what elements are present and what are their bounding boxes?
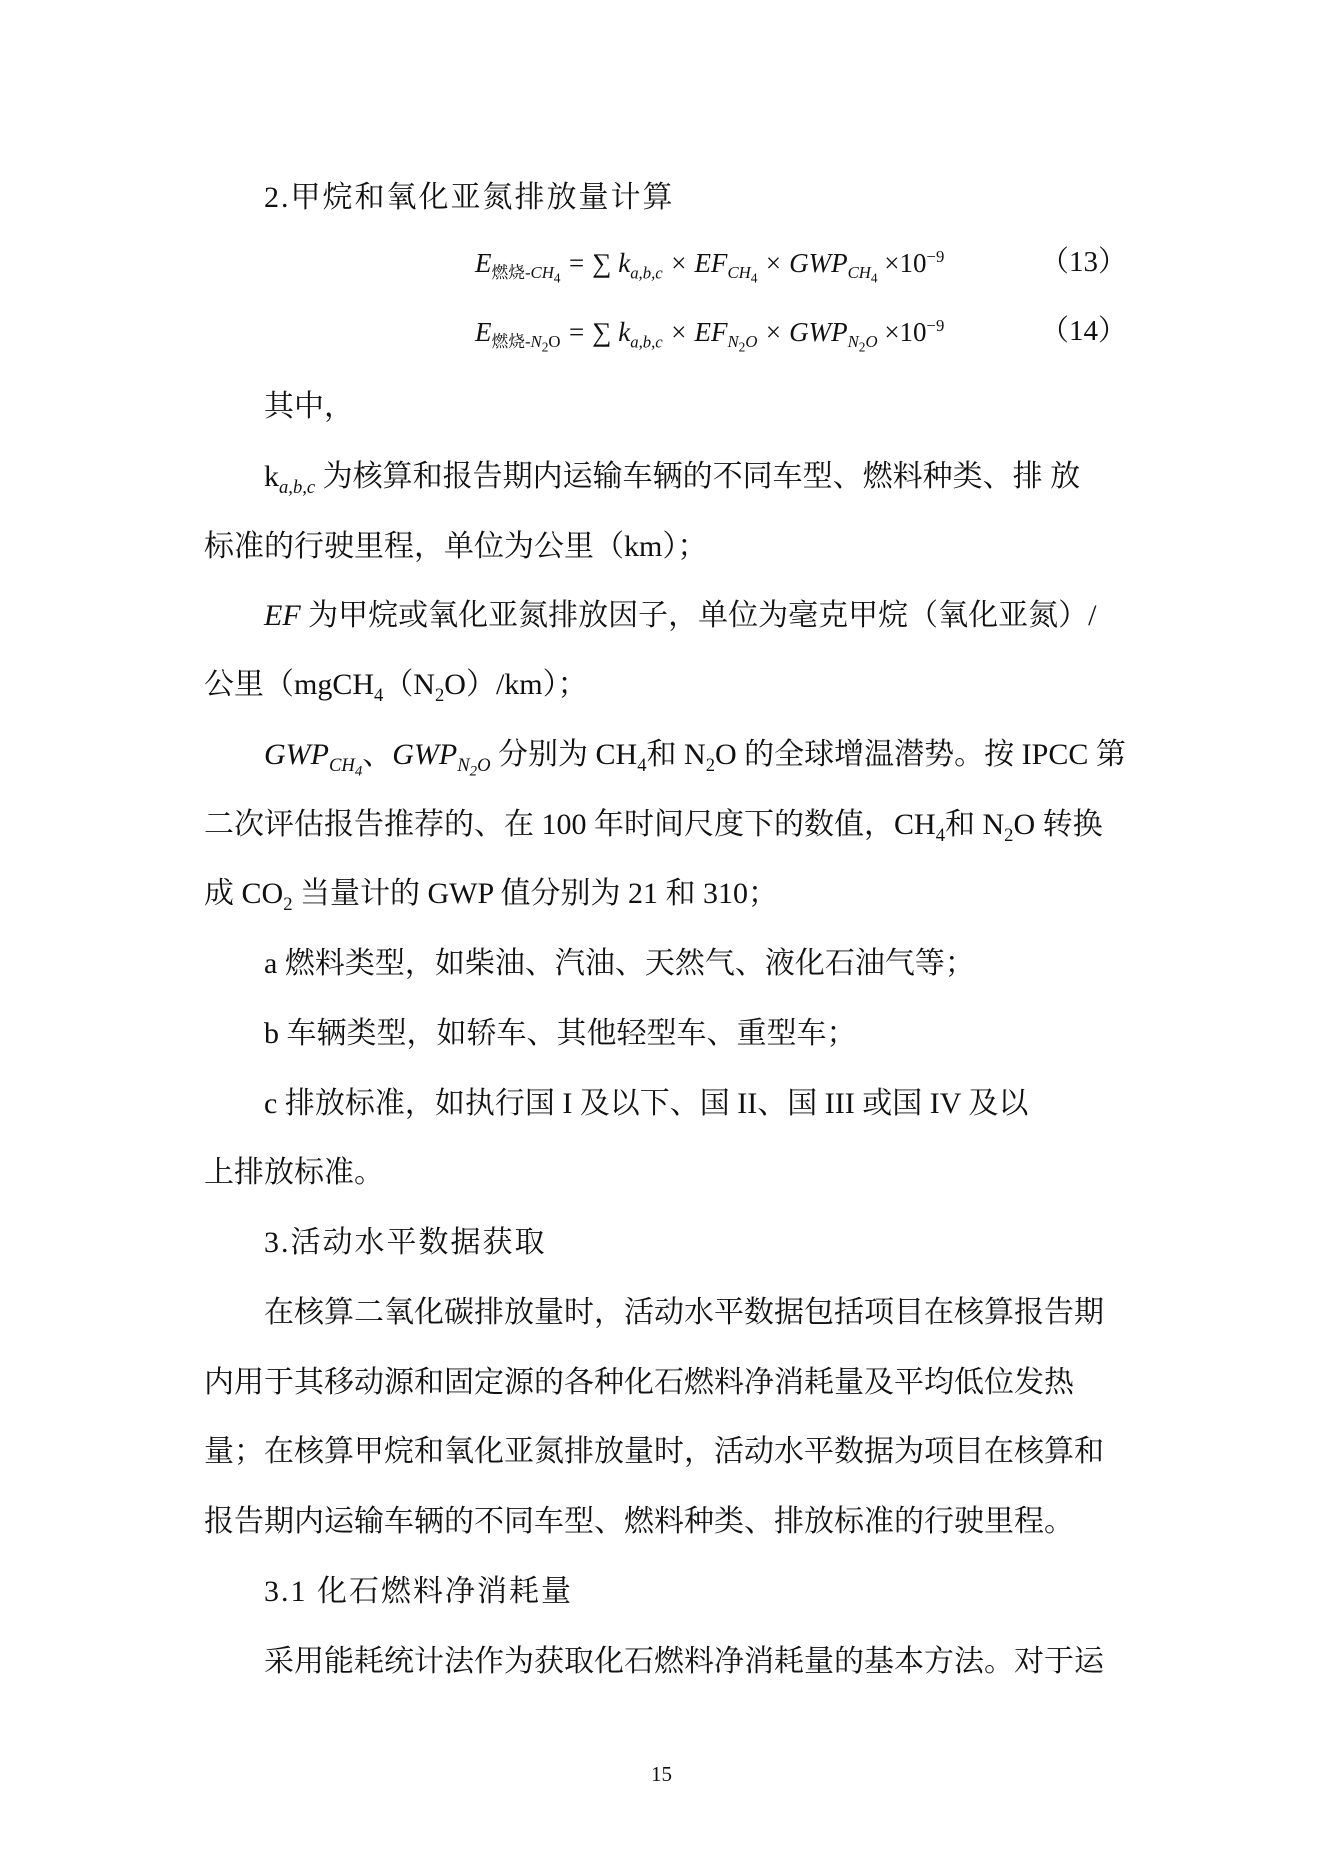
section-heading-3: 3.活动水平数据获取 [264, 1226, 547, 1259]
gwp-definition-line-1: $GWP_{CH_4}$、$GWP_{N_2O}$ 分别为 $CH_4$和 $N_2O$ 的全球增温潜势。按 IPCC 第 [264, 738, 1126, 780]
ef-definition-line-1: EF 为甲烷或氧化亚氮排放因子，单位为毫克甲烷（氧化亚氮）/ [264, 599, 1097, 632]
k-definition-line-1: $k_{a,b,c}$ 为核算和报告期内运输车辆的不同车型、燃料种类、排 放 [264, 460, 1081, 498]
paragraph-3-line-4: 报告期内运输车辆的不同车型、燃料种类、排放标准的行驶里程。 [204, 1505, 1074, 1538]
paragraph-3-line-1: 在核算二氧化碳排放量时，活动水平数据包括项目在核算报告期 [264, 1296, 1104, 1329]
section-heading-3-1: 3.1 化石燃料净消耗量 [264, 1575, 573, 1608]
paragraph-3-line-2: 内用于其移动源和固定源的各种化石燃料净消耗量及平均低位发热 [204, 1366, 1074, 1399]
ef-definition-line-2: 公里$(mgCH_4(N_2O)/km)$； [204, 668, 588, 706]
emission-standard-definition-line-2: 上排放标准。 [204, 1156, 384, 1189]
equation-14: $E_{燃烧-N_2O}$ = ∑ $k_{a,b,c} \times EF_{N_2O} \times GWP_{N_2O} \times 10^{-9}$ [475, 316, 945, 355]
where-label: 其中， [264, 390, 354, 423]
equation-14-number: （14） [1040, 315, 1128, 347]
emission-standard-definition-line-1: c 排放标准，如执行国 I 及以下、国 II、国 III 或国 IV 及以 [264, 1087, 1029, 1120]
gwp-definition-line-2: 二次评估报告推荐的、在 100 年时间尺度下的数值，$CH_4$和 $N_2O$ 转换 [204, 808, 1103, 846]
equation-13: $E_{燃烧-CH_4}$ = ∑ $k_{a,b,c} \times EF_{CH_4} \times GWP_{CH_4} \times 10^{-9}$ [475, 247, 945, 286]
equation-13-number: （13） [1040, 246, 1128, 278]
page-number: 15 [651, 1762, 672, 1786]
section-heading-2: 2.甲烷和氧化亚氮排放量计算 [264, 181, 675, 214]
vehicle-type-definition: b 车辆类型，如轿车、其他轻型车、重型车； [264, 1017, 857, 1050]
gwp-definition-line-3: 成 $CO_2$ 当量计的 GWP 值分别为 21 和 310； [204, 877, 779, 915]
paragraph-3-1-line-1: 采用能耗统计法作为获取化石燃料净消耗量的基本方法。对于运 [264, 1645, 1104, 1678]
k-definition-line-2: 标准的行驶里程，单位为公里（km）； [204, 530, 708, 563]
paragraph-3-line-3: 量；在核算甲烷和氧化亚氮排放量时，活动水平数据为项目在核算和 [204, 1435, 1104, 1468]
fuel-type-definition: a 燃料类型，如柴油、汽油、天然气、液化石油气等； [264, 947, 975, 980]
